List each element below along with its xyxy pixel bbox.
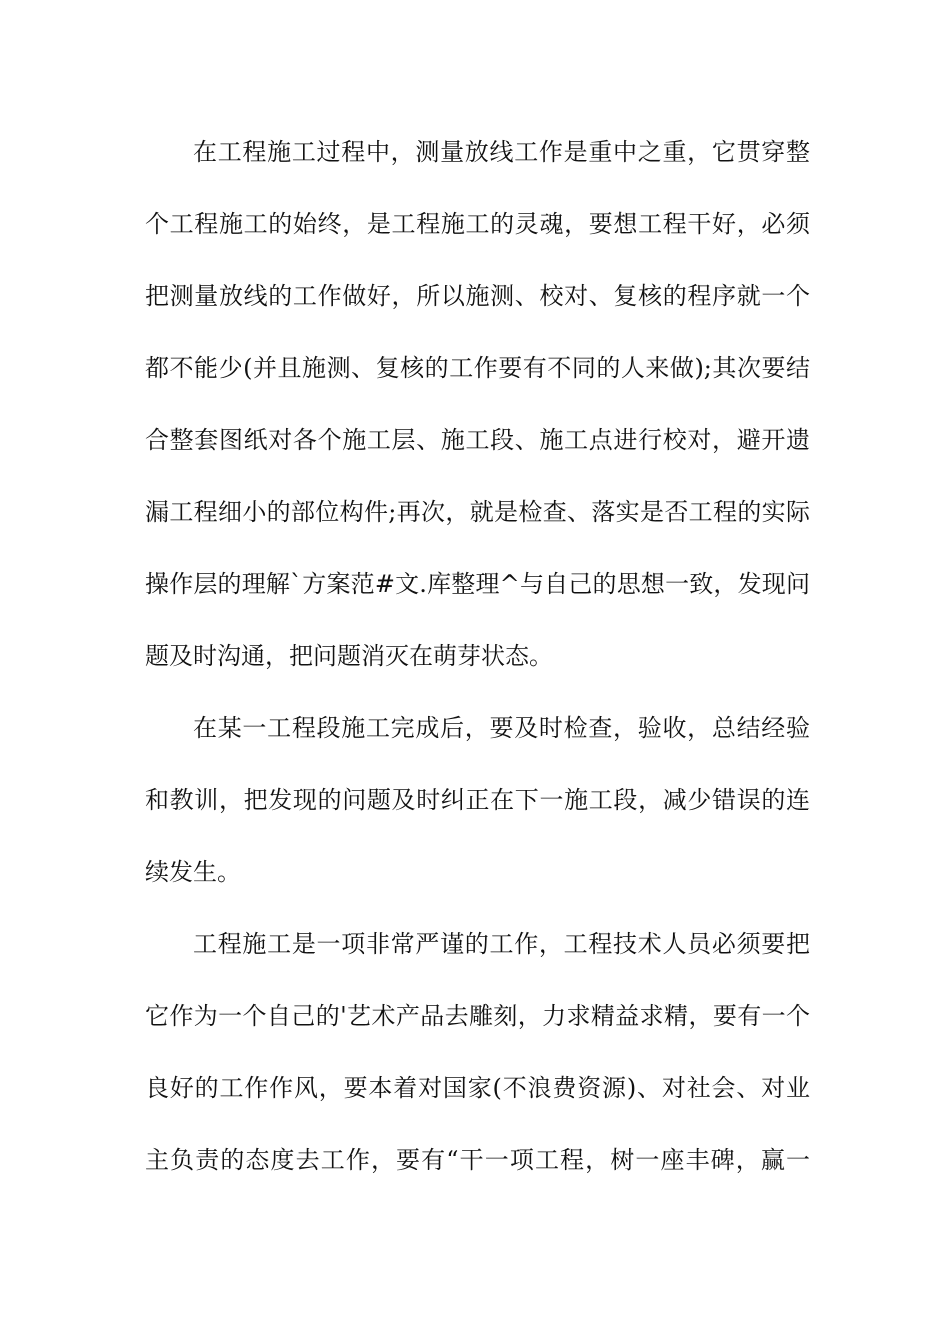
paragraph-3-line-2: 它作为一个自己的'艺术产品去雕刻，力求精益求精，要有一个 <box>145 1002 810 1030</box>
paragraph-1-line-6: 漏工程细小的部位构件;再次，就是检查、落实是否工程的实际 <box>145 498 810 526</box>
paragraph-3-line-1: 工程施工是一项非常严谨的工作，工程技术人员必须要把 <box>193 930 810 958</box>
paragraph-3-line-4: 主负责的态度去工作，要有“干一项工程，树一座丰碑，赢一 <box>145 1146 810 1174</box>
paragraph-1-line-2: 个工程施工的始终，是工程施工的灵魂，要想工程干好，必须 <box>145 210 810 238</box>
paragraph-2-line-3: 续发生。 <box>145 858 241 886</box>
paragraph-1-line-1: 在工程施工过程中，测量放线工作是重中之重，它贯穿整 <box>193 138 810 166</box>
paragraph-2-line-2: 和教训，把发现的问题及时纠正在下一施工段，减少错误的连 <box>145 786 810 814</box>
paragraph-1-line-3: 把测量放线的工作做好，所以施测、校对、复核的程序就一个 <box>145 282 810 310</box>
paragraph-2-line-1: 在某一工程段施工完成后，要及时检查，验收，总结经验 <box>193 714 810 742</box>
paragraph-1-line-7: 操作层的理解`方案范#文.库整理^与自己的思想一致，发现问 <box>145 570 810 598</box>
paragraph-3-line-3: 良好的工作作风，要本着对国家(不浪费资源)、对社会、对业 <box>145 1074 810 1102</box>
paragraph-1-line-8: 题及时沟通，把问题消灭在萌芽状态。 <box>145 642 553 670</box>
paragraph-1-line-4: 都不能少(并且施测、复核的工作要有不同的人来做);其次要结 <box>145 354 810 382</box>
paragraph-1-line-5: 合整套图纸对各个施工层、施工段、施工点进行校对，避开遗 <box>145 426 810 454</box>
